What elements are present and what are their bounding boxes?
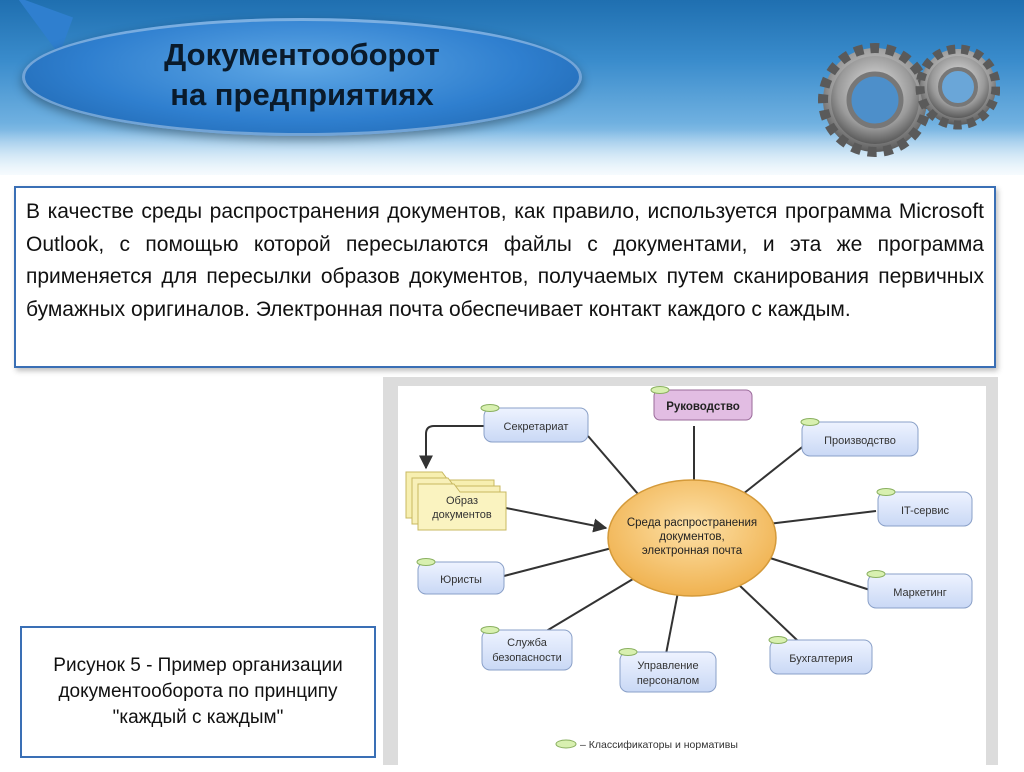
legend-label: – Классификаторы и нормативы [580,739,738,751]
node-hr-line-1: Управление [637,660,699,672]
line-accounting [738,584,798,641]
body-text-box [14,186,996,368]
node-marketing-tab [867,571,885,578]
gear-small-icon [920,49,996,125]
node-management-tab [651,387,669,394]
line-doc-images [506,508,606,528]
line-marketing [770,558,870,590]
node-hr-line-2: персоналом [636,675,700,687]
diagram-svg [398,386,986,767]
body-text: В качестве среды распространения документов, как правило, используется программа Microsoft Outlook, с помощью которой пересылаются файлы с документами, и эта же программа применяется для пересылки образов документов, получаемых путем сканирования первичных бумажных оригиналов. Электронная почта обеспечивает контакт каждого с каждым. [26,200,984,321]
figure-caption-box [20,626,376,758]
line-it [768,511,876,524]
center-node-line-1: Среда распространения [626,517,758,529]
node-doc-images-line-1: Образ [445,495,479,507]
center-node-line-2: документов, [659,531,725,543]
slide-title [22,35,582,115]
node-management-label: Руководство [666,401,740,413]
diagram-canvas [398,386,986,767]
line-lawyers [504,548,612,576]
line-secretariat-to-images [426,426,486,468]
line-secretariat [588,436,638,494]
node-accounting-tab [769,637,787,644]
node-security-line-1: Служба [507,637,547,649]
node-it-tab [877,489,895,496]
node-lawyers-label: Юристы [440,574,482,586]
node-marketing-label: Маркетинг [893,587,947,599]
node-production-tab [801,419,819,426]
node-doc-images-line-2: документов [432,509,492,521]
legend-tab-icon [556,740,576,748]
gears-icon [800,25,1000,175]
node-hr-tab [619,649,637,656]
line-production [743,444,806,494]
node-it-label: IT-сервис [900,505,950,517]
figure-caption: Рисунок 5 - Пример организации документооборота по принципу "каждый с каждым" [53,655,343,728]
node-security-tab [481,627,499,634]
line-security [538,576,638,636]
title-line-1: Документооборот [164,37,440,72]
title-line-2: на предприятиях [170,77,434,112]
node-security [482,630,572,670]
node-accounting-label: Бухгалтерия [789,653,853,665]
node-security-line-2: безопасности [492,652,562,664]
node-lawyers-tab [417,559,435,566]
node-production-label: Производство [824,435,896,447]
line-hr [666,592,678,654]
gear-large-icon [823,48,927,152]
node-secretariat-tab [481,405,499,412]
node-secretariat-label: Секретариат [503,421,569,433]
center-node-line-3: электронная почта [641,545,743,557]
